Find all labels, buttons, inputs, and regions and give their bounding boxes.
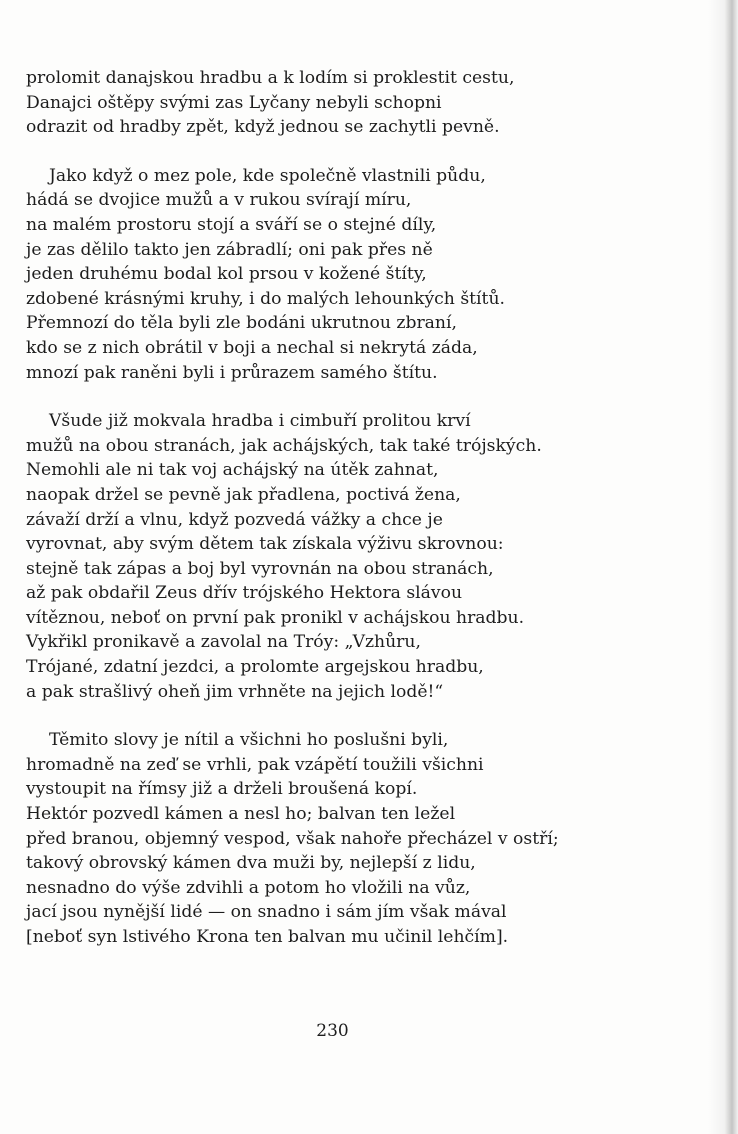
verse-line: až pak obdařil Zeus dřív trójského Hektora slávou bbox=[26, 583, 463, 604]
verse-line: Nemohli ale ni tak voj achájský na útěk zahnat, bbox=[26, 460, 439, 481]
verse-line: před branou, objemný vespod, však nahoře přecházel v ostří; bbox=[26, 828, 559, 849]
verse-line: vystoupit na římsy již a drželi broušená kopí. bbox=[26, 779, 418, 800]
verse-line: Hektór pozvedl kámen a nesl ho; balvan ten ležel bbox=[26, 804, 456, 825]
verse-line: jací jsou nynější lidé — on snadno i sám jím však mával bbox=[26, 902, 507, 923]
page-number: 230 bbox=[316, 1021, 349, 1041]
verse-line: mnozí pak raněni byli i průrazem samého štítu. bbox=[26, 362, 438, 383]
verse-line: a pak strašlivý oheň jim vrhněte na jejich lodě!“ bbox=[26, 681, 444, 702]
poem-text bbox=[26, 66, 626, 974]
verse-line: takový obrovský kámen dva muži by, nejlepší z lidu, bbox=[26, 853, 476, 874]
verse-line: [neboť syn lstivého Krona ten balvan mu učinil lehčím]. bbox=[26, 927, 509, 947]
verse-line: zdobené krásnými kruhy, i do malých lehounkých štítů. bbox=[26, 288, 505, 309]
verse-line: jeden druhému bodal kol prsou v kožené štíty, bbox=[26, 264, 427, 285]
verse-line: Všude již mokvala hradba i cimbuří prolitou krví bbox=[49, 411, 471, 432]
verse-line: Jako když o mez pole, kde společně vlastnili půdu, bbox=[49, 165, 486, 186]
verse-line: nesnadno do výše zdvihli a potom ho vložili na vůz, bbox=[26, 877, 471, 898]
stanza bbox=[26, 728, 626, 949]
stanza bbox=[26, 164, 626, 385]
verse-line: odrazit od hradby zpět, když jednou se zachytli pevně. bbox=[26, 117, 500, 138]
verse-line: stejně tak zápas a boj byl vyrovnán na obou stranách, bbox=[26, 558, 494, 579]
verse-line: vítěznou, neboť on první pak pronikl v achájskou hradbu. bbox=[26, 607, 525, 628]
verse-line: prolomit danajskou hradbu a k lodím si proklestit cestu, bbox=[26, 68, 515, 88]
verse-line: hádá se dvojice mužů a v rukou svírají míru, bbox=[26, 190, 412, 211]
verse-line: je zas dělilo takto jen zábradlí; oni pak přes ně bbox=[26, 239, 433, 260]
page-edge-shadow bbox=[708, 0, 738, 1134]
verse-line: Přemnozí do těla byli zle bodáni ukrutnou zbraní, bbox=[26, 313, 457, 334]
verse-line: kdo se z nich obrátil v boji a nechal si nekrytá záda, bbox=[26, 337, 478, 358]
verse-line: závaží drží a vlnu, když pozvedá vážky a chce je bbox=[26, 509, 443, 530]
verse-line: Trójané, zdatní jezdci, a prolomte argejskou hradbu, bbox=[26, 657, 484, 678]
verse-line: Vykřikl pronikavě a zavolal na Tróy: „Vzhůru, bbox=[26, 632, 421, 653]
verse-line: na malém prostoru stojí a sváří se o stejné díly, bbox=[26, 214, 437, 235]
stanza bbox=[26, 409, 626, 704]
stanza bbox=[26, 66, 626, 140]
verse-line: mužů na obou stranách, jak achájských, tak také trójských. bbox=[26, 435, 542, 456]
verse-line: Danajci oštěpy svými zas Lyčany nebyli schopni bbox=[26, 92, 442, 113]
verse-line: vyrovnat, aby svým dětem tak získala výživu skrovnou: bbox=[26, 534, 504, 555]
verse-line: hromadně na zeď se vrhli, pak vzápětí toužili všichni bbox=[26, 754, 484, 775]
verse-line: Těmito slovy je nítil a všichni ho poslušni byli, bbox=[49, 730, 449, 751]
verse-line: naopak držel se pevně jak přadlena, poctivá žena, bbox=[26, 484, 461, 505]
